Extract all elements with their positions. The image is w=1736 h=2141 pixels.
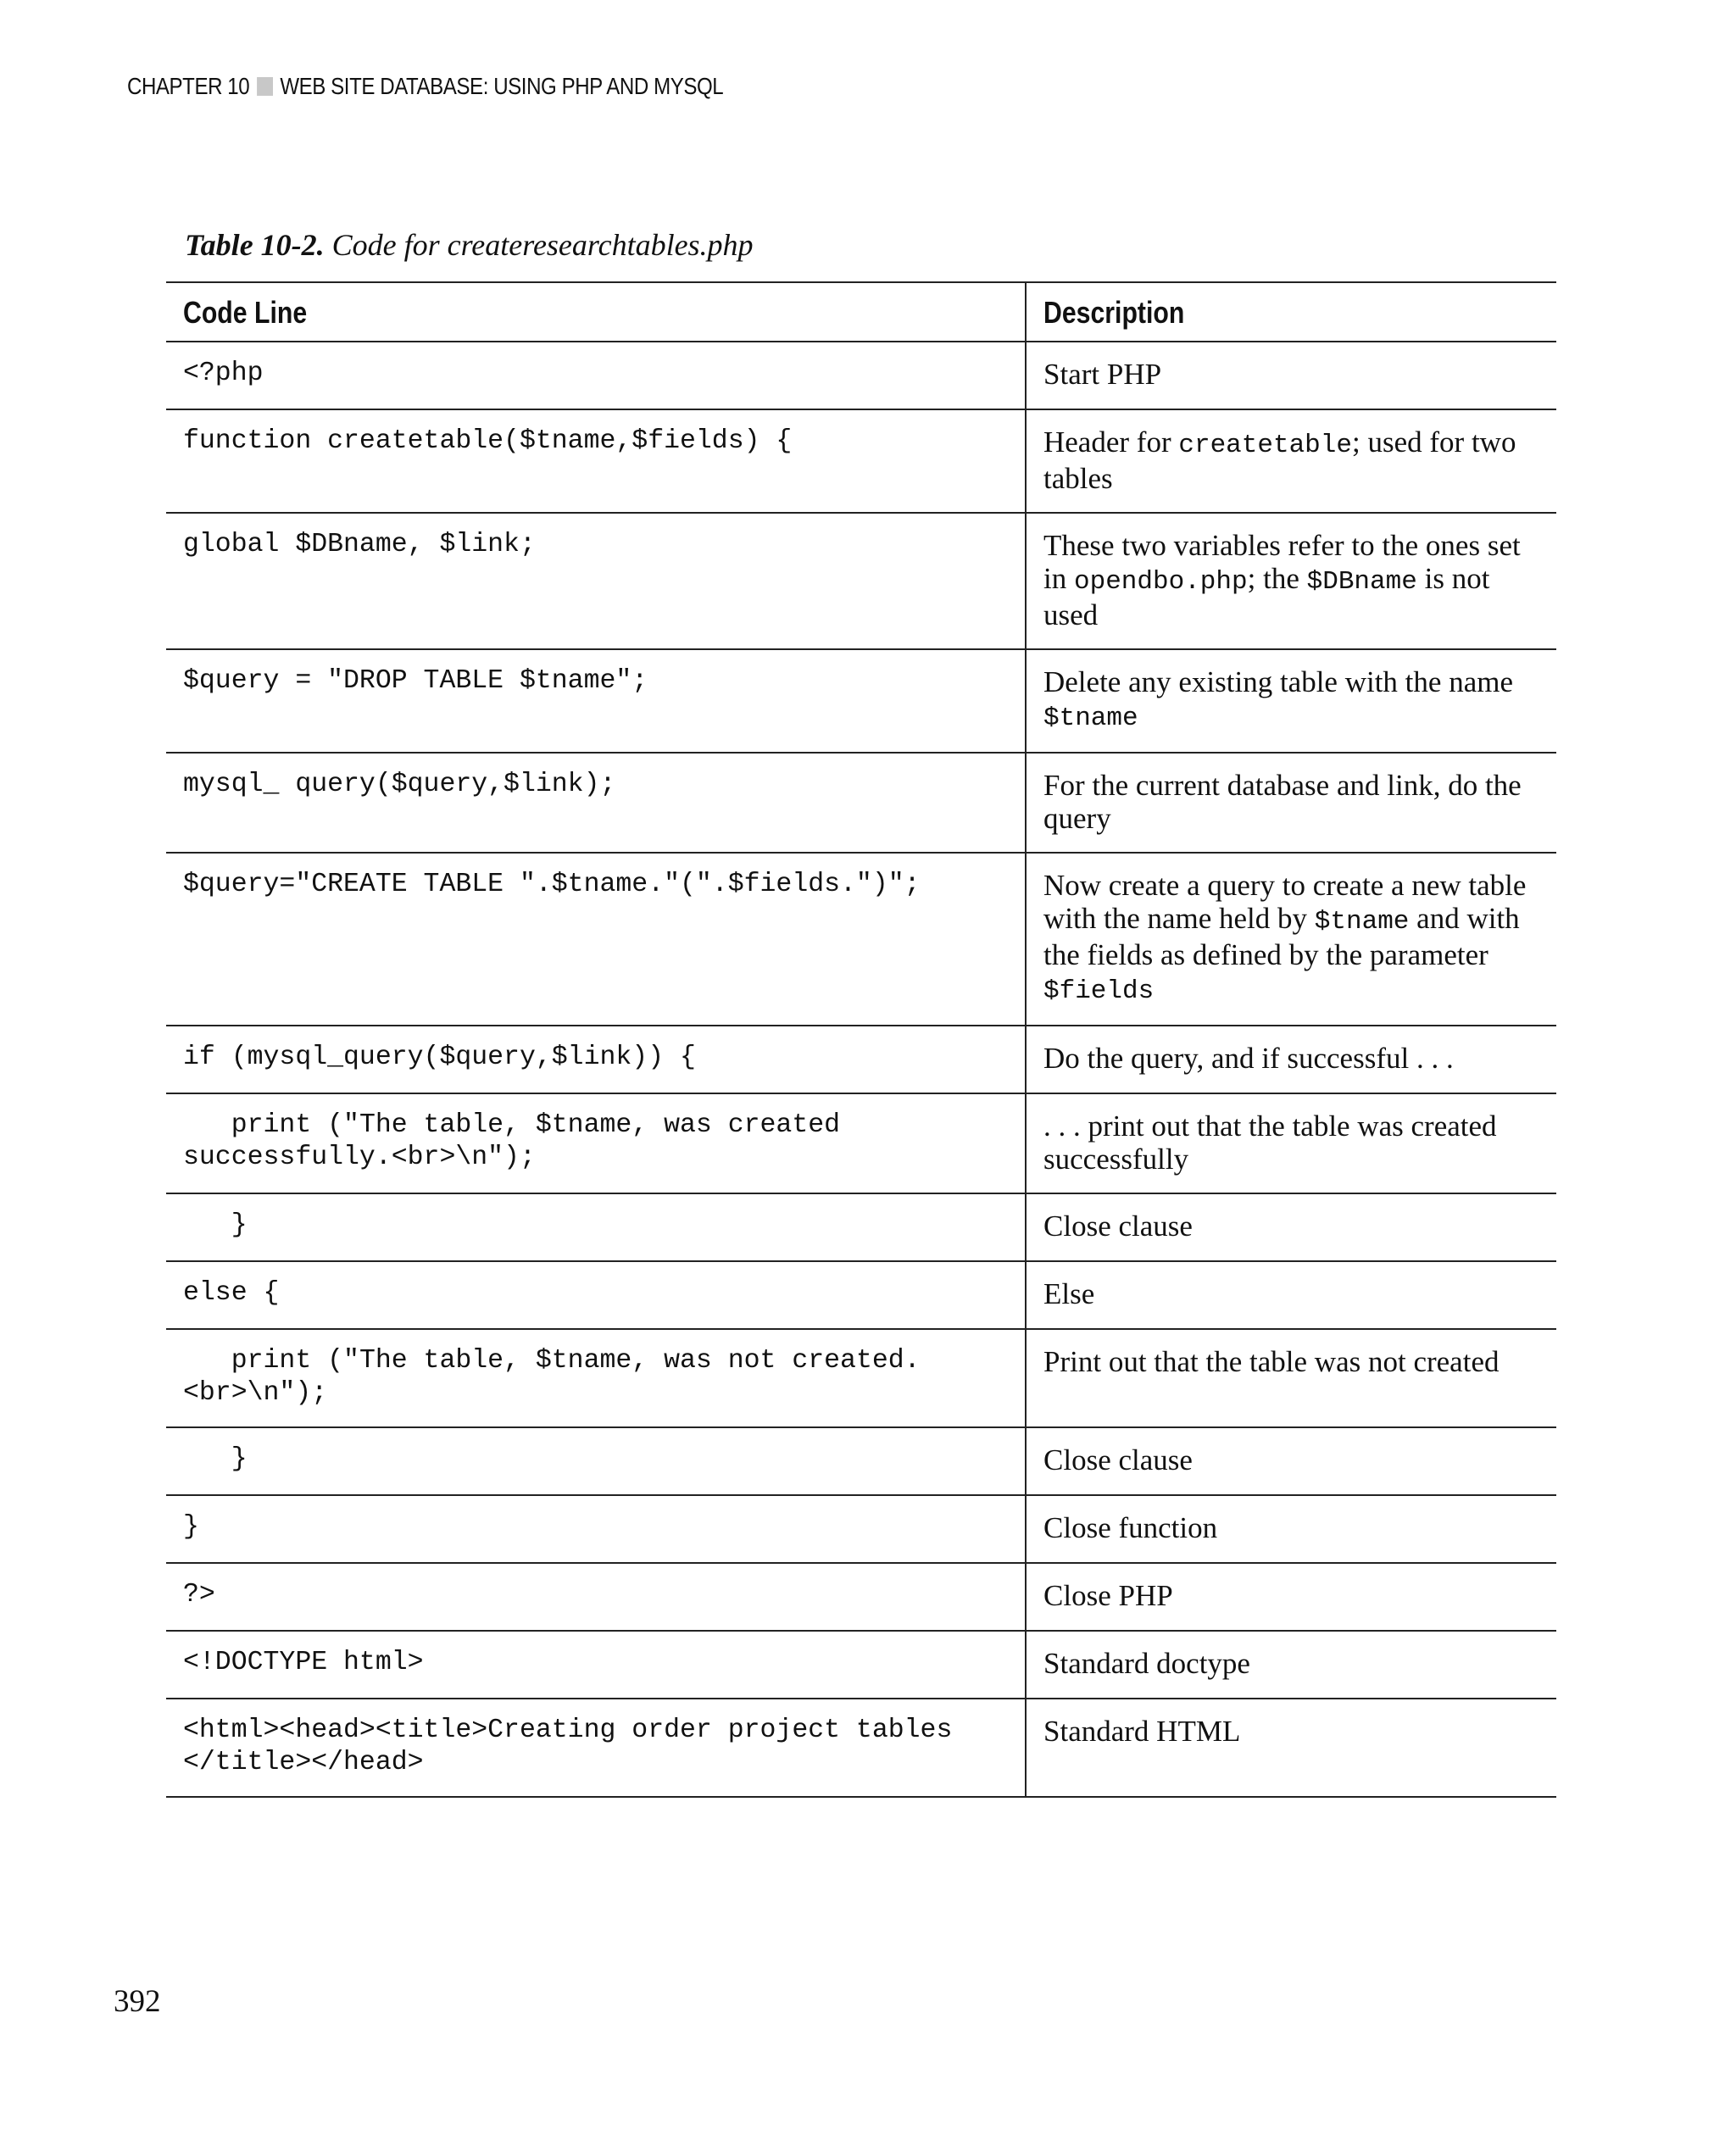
code-line-cell: <?php xyxy=(166,342,1026,409)
table-row xyxy=(166,1261,1556,1329)
description-text: Delete any existing table with the name xyxy=(1043,665,1513,698)
description-cell xyxy=(1026,1093,1556,1193)
chapter-label: CHAPTER 10 xyxy=(127,73,250,99)
table-caption xyxy=(185,227,754,263)
description-code-fragment: createtable xyxy=(1178,431,1352,460)
description-code-fragment: $DBname xyxy=(1306,567,1417,597)
description-text: Else xyxy=(1043,1277,1095,1310)
description-code-fragment: $tname xyxy=(1314,907,1410,937)
description-cell xyxy=(1026,1699,1556,1797)
code-line-cell: $query = "DROP TABLE $tname"; xyxy=(166,649,1026,753)
description-code-fragment: $fields xyxy=(1043,976,1155,1006)
column-header-description: Description xyxy=(1026,282,1556,342)
description-cell xyxy=(1026,1026,1556,1093)
table-caption-label: Table 10-2. xyxy=(185,228,325,262)
column-header-code-line: Code Line xyxy=(166,282,1026,342)
description-text: Standard HTML xyxy=(1043,1715,1241,1748)
description-text: . . . print out that the table was created successfully xyxy=(1043,1109,1497,1176)
table-row xyxy=(166,1329,1556,1427)
page-number: 392 xyxy=(114,1984,161,2019)
table-body xyxy=(166,342,1556,1797)
description-cell xyxy=(1026,649,1556,753)
description-cell xyxy=(1026,1329,1556,1427)
code-line-cell: $query="CREATE TABLE ".$tname."(".$fields.")"; xyxy=(166,853,1026,1026)
description-text: Start PHP xyxy=(1043,358,1162,391)
description-text: Print out that the table was not created xyxy=(1043,1345,1500,1378)
description-cell xyxy=(1026,853,1556,1026)
code-line-cell: print ("The table, $tname, was not created. <br>\n"); xyxy=(166,1329,1026,1427)
description-cell xyxy=(1026,1427,1556,1495)
code-line-cell: function createtable($tname,$fields) { xyxy=(166,409,1026,513)
description-cell xyxy=(1026,513,1556,649)
code-line-cell: } xyxy=(166,1193,1026,1261)
table-row xyxy=(166,649,1556,753)
table-caption-text: Code for createresearchtables.php xyxy=(331,228,754,262)
table-row xyxy=(166,1026,1556,1093)
table-row xyxy=(166,1699,1556,1797)
code-line-cell: else { xyxy=(166,1261,1026,1329)
code-line-cell: <!DOCTYPE html> xyxy=(166,1631,1026,1699)
description-text: Close PHP xyxy=(1043,1579,1173,1612)
description-text: Close clause xyxy=(1043,1210,1193,1243)
description-cell xyxy=(1026,1563,1556,1631)
code-line-cell: print ("The table, $tname, was created successfully.<br>\n"); xyxy=(166,1093,1026,1193)
description-text: Header for xyxy=(1043,425,1179,459)
description-text: Standard doctype xyxy=(1043,1647,1250,1680)
description-cell xyxy=(1026,1193,1556,1261)
description-code-fragment: $tname xyxy=(1043,703,1138,733)
table-row xyxy=(166,1631,1556,1699)
code-table xyxy=(166,281,1556,1798)
table-row xyxy=(166,753,1556,853)
chapter-title: WEB SITE DATABASE: USING PHP AND MYSQL xyxy=(280,73,724,99)
table-row xyxy=(166,342,1556,409)
description-cell xyxy=(1026,753,1556,853)
separator-square-icon xyxy=(257,77,273,96)
description-text: is not used xyxy=(1043,562,1490,631)
description-text: Close clause xyxy=(1043,1443,1193,1476)
description-code-fragment: opendbo.php xyxy=(1073,567,1248,597)
description-text: Do the query, and if successful . . . xyxy=(1043,1042,1454,1075)
description-text: For the current database and link, do the query xyxy=(1043,769,1522,835)
code-line-cell: } xyxy=(166,1427,1026,1495)
description-text: and with the fields as defined by the parameter xyxy=(1043,902,1520,971)
table-row xyxy=(166,1563,1556,1631)
table-row xyxy=(166,409,1556,513)
table-row xyxy=(166,853,1556,1026)
table-row xyxy=(166,1427,1556,1495)
code-line-cell: global $DBname, $link; xyxy=(166,513,1026,649)
code-line-cell: if (mysql_query($query,$link)) { xyxy=(166,1026,1026,1093)
table-row xyxy=(166,1495,1556,1563)
table-row xyxy=(166,513,1556,649)
table-row xyxy=(166,1093,1556,1193)
description-text: ; used for two tables xyxy=(1043,425,1516,495)
code-line-cell: <html><head><title>Creating order project tables </title></head> xyxy=(166,1699,1026,1797)
code-line-cell: mysql_ query($query,$link); xyxy=(166,753,1026,853)
description-cell xyxy=(1026,1261,1556,1329)
running-head xyxy=(127,73,723,100)
description-cell xyxy=(1026,1631,1556,1699)
description-text: These two variables refer to the ones set in xyxy=(1043,529,1521,595)
table-header-row xyxy=(166,282,1556,342)
code-line-cell: } xyxy=(166,1495,1026,1563)
table-row xyxy=(166,1193,1556,1261)
description-text: Close function xyxy=(1043,1511,1218,1544)
description-cell xyxy=(1026,342,1556,409)
code-line-cell: ?> xyxy=(166,1563,1026,1631)
description-text: ; the xyxy=(1247,562,1307,595)
description-cell xyxy=(1026,1495,1556,1563)
description-text: Now create a query to create a new table with the name held by xyxy=(1043,869,1527,935)
description-cell xyxy=(1026,409,1556,513)
